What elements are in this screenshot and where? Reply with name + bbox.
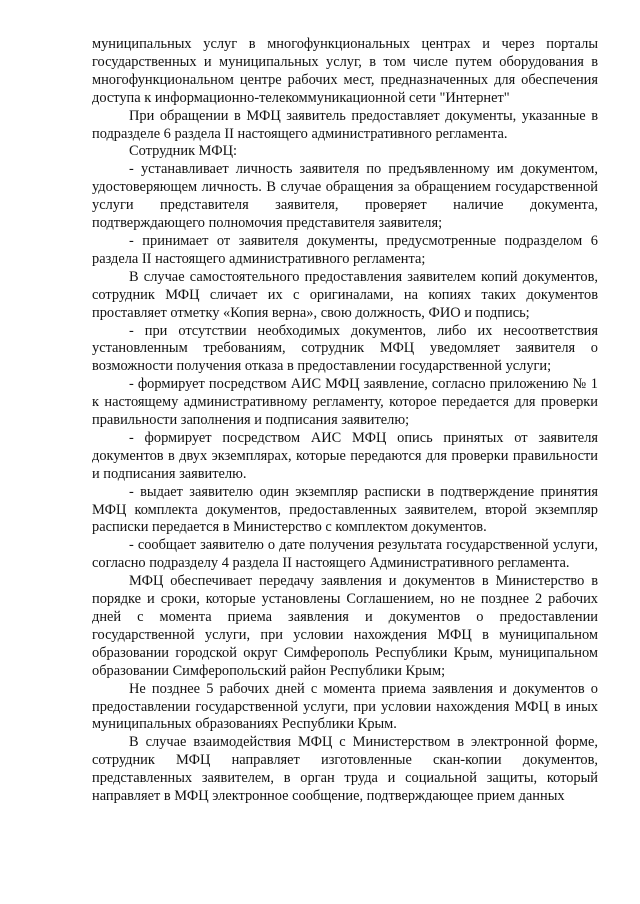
paragraph-transfer-deadline: МФЦ обеспечивает передачу заявления и документов в Министерство в порядке и сроки, которые установлены Соглашением, но не позднее 2 рабочих дней с момента приема заявления и документов о предоставлении государственной услуги, при условии нахождения МФЦ в муниципальном образовании городской округ Симферополь Республики Крым, муниципальном образовании Симферопольский район Республики Крым;	[92, 573, 598, 679]
paragraph-result-date: - сообщает заявителю о дате получения результата государственной услуги, согласно подразделу 4 раздела II настоящего Административного регламента.	[92, 537, 598, 572]
paragraph-employee-heading: Сотрудник МФЦ:	[129, 143, 238, 160]
paragraph-continuation: муниципальных услуг в многофункциональных центрах и через порталы государственных и муниципальных услуг, в том числе путем оборудования в многофункциональном центре рабочих мест, предназначенных для обеспечения доступа к информационно-телекоммуникационной сети "Интернет"	[92, 36, 598, 106]
paragraph-form-inventory: - формирует посредством АИС МФЦ опись принятых от заявителя документов в двух экземплярах, которые передаются для проверки правильности и подписания заявителю.	[92, 429, 598, 482]
paragraph-receipt: - выдает заявителю один экземпляр расписки в подтверждение принятия МФЦ комплекта документов, предоставленных заявителем, второй экземпляр расписки передается в Министерство с комплектом документов.	[92, 483, 598, 536]
document-page	[92, 36, 598, 806]
paragraph-electronic-interaction: В случае взаимодействия МФЦ с Министерством в электронной форме, сотрудник МФЦ направляет изготовленные скан-копии документов, представленных заявителем, в орган труда и социальной защиты, который направляет в МФЦ электронное сообщение, подтверждающее прием данных	[92, 734, 598, 805]
paragraph-five-days: Не позднее 5 рабочих дней с момента приема заявления и документов о предоставлении государственной услуги, при условии нахождения МФЦ в иных муниципальных образованиях Республики Крым.	[92, 680, 598, 733]
paragraph-accept-documents: - принимает от заявителя документы, предусмотренные подразделом 6 раздела II настоящего административного регламента;	[92, 232, 598, 267]
paragraph-identity-check: - устанавливает личность заявителя по предъявленному им документом, удостоверяющем личность. В случае обращения за обращением государственной услуги представителя заявителя, проверяет наличие документа, подтверждающего полномочия представителя заявителя;	[92, 161, 598, 232]
paragraph-copies: В случае самостоятельного предоставления заявителем копий документов, сотрудник МФЦ сличает их с оригиналами, на копиях таких документов проставляет отметку «Копия верна», свою должность, ФИО и подпись;	[92, 268, 598, 321]
paragraph-submission: При обращении в МФЦ заявитель предоставляет документы, указанные в подразделе 6 раздела II настоящего административного регламента.	[92, 107, 598, 142]
paragraph-missing-documents: - при отсутствии необходимых документов, либо их несоответствия установленным требованиям, сотрудник МФЦ уведомляет заявителя о возможности получения отказа в предоставлении государственной услуги;	[92, 322, 598, 375]
paragraph-form-application: - формирует посредством АИС МФЦ заявление, согласно приложению № 1 к настоящему административному регламенту, которое передается для проверки правильности заполнения и подписания заявителю;	[92, 376, 598, 429]
